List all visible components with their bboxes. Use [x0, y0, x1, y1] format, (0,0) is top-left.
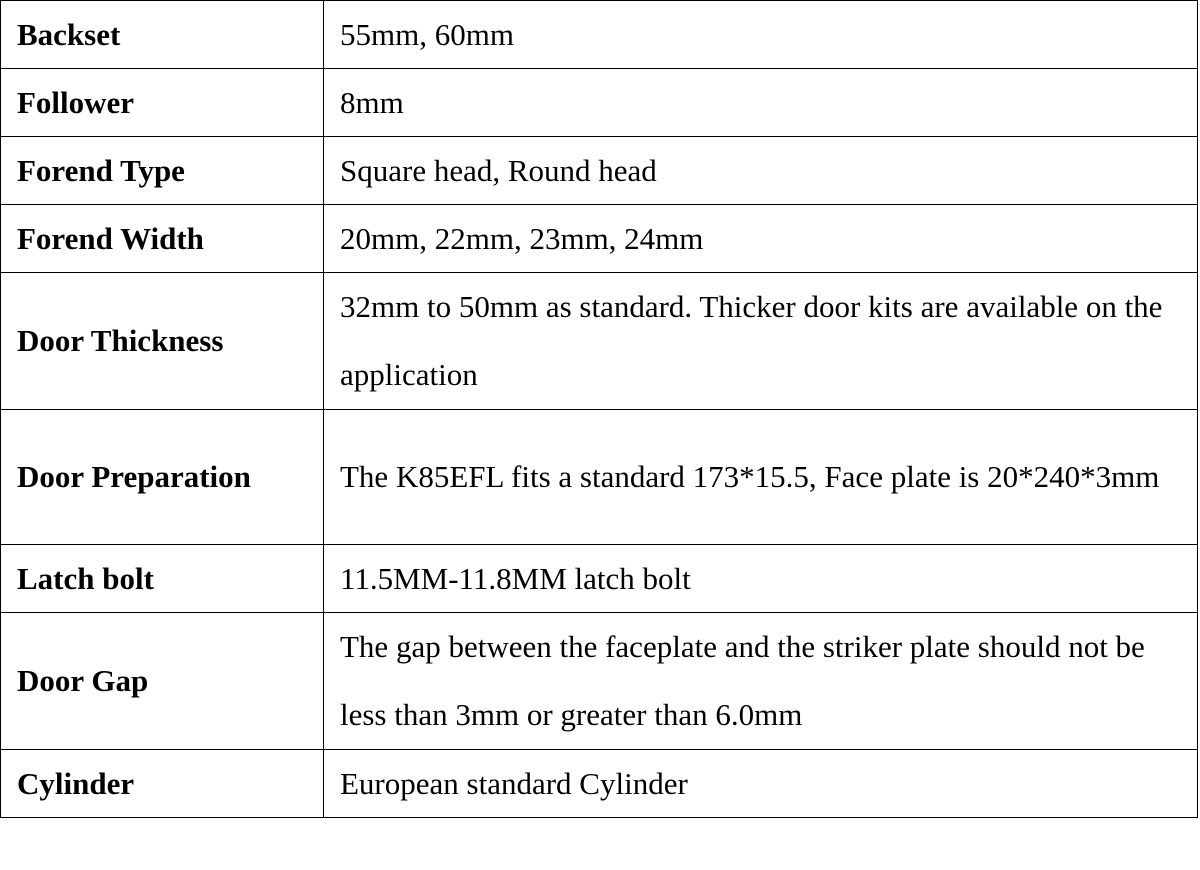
row-label: Cylinder — [1, 750, 324, 818]
row-label: Forend Type — [1, 137, 324, 205]
table-row — [1, 750, 1198, 818]
table-row — [1, 410, 1198, 545]
row-value: European standard Cylinder — [324, 750, 1198, 818]
row-label: Door Gap — [1, 613, 324, 750]
row-value: The K85EFL fits a standard 173*15.5, Face plate is 20*240*3mm — [324, 410, 1198, 545]
table-row — [1, 69, 1198, 137]
row-label: Follower — [1, 69, 324, 137]
table-row — [1, 137, 1198, 205]
table-row — [1, 613, 1198, 750]
row-label: Door Thickness — [1, 273, 324, 410]
row-value: Square head, Round head — [324, 137, 1198, 205]
row-value: 8mm — [324, 69, 1198, 137]
table-row — [1, 545, 1198, 613]
table-row — [1, 1, 1198, 69]
row-value: The gap between the faceplate and the striker plate should not be less than 3mm or greater than 6.0mm — [324, 613, 1198, 750]
table-row — [1, 205, 1198, 273]
row-label: Latch bolt — [1, 545, 324, 613]
row-value: 32mm to 50mm as standard. Thicker door kits are available on the application — [324, 273, 1198, 410]
row-label: Forend Width — [1, 205, 324, 273]
row-value: 11.5MM-11.8MM latch bolt — [324, 545, 1198, 613]
row-value: 55mm, 60mm — [324, 1, 1198, 69]
row-value: 20mm, 22mm, 23mm, 24mm — [324, 205, 1198, 273]
row-label: Backset — [1, 1, 324, 69]
row-label: Door Preparation — [1, 410, 324, 545]
table-row — [1, 273, 1198, 410]
